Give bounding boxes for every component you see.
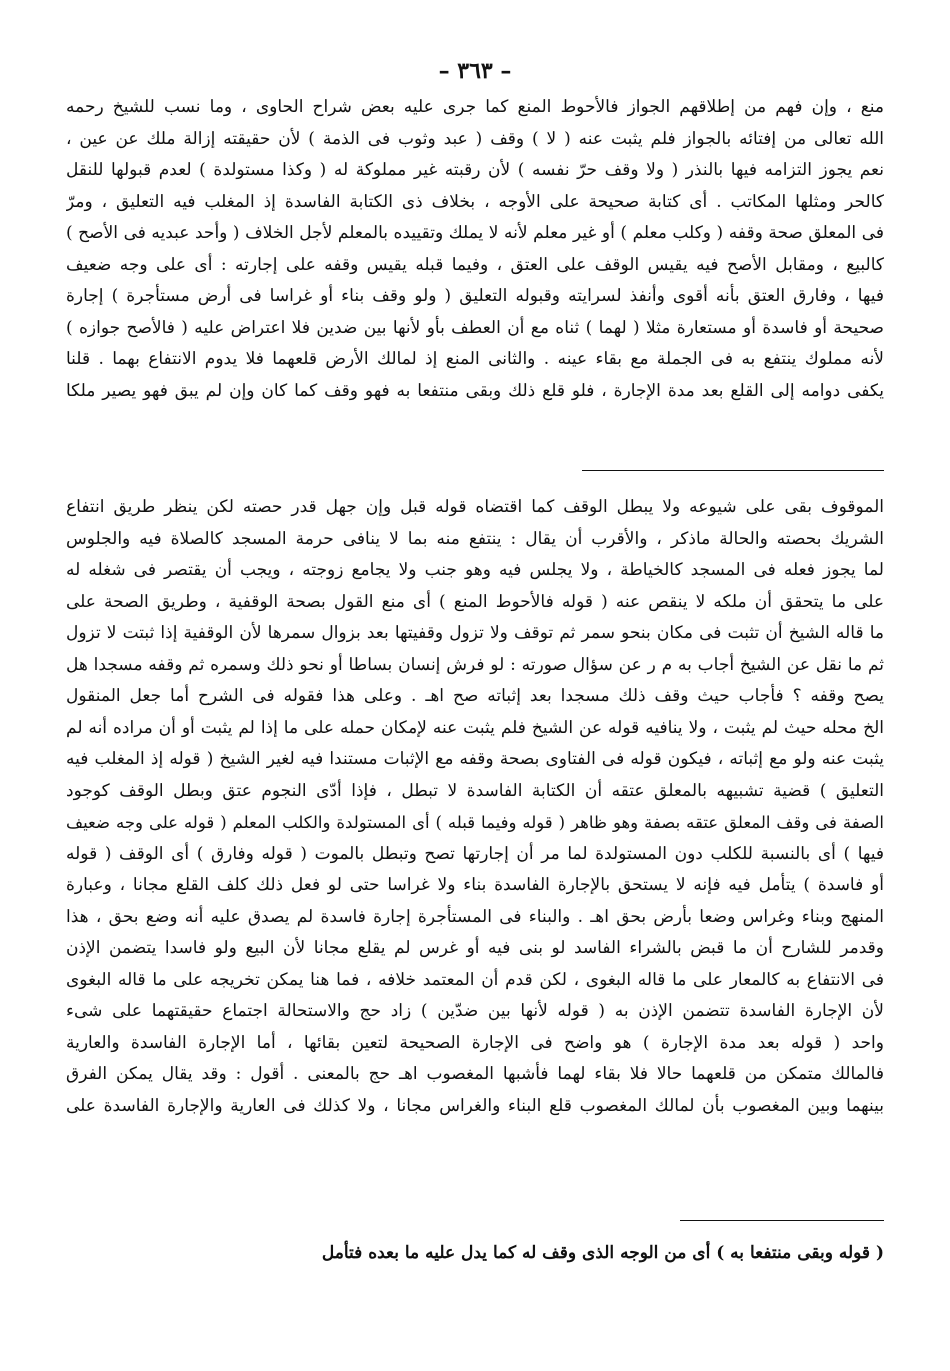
commentary-line: لأن الإجارة الفاسدة تتضمن الإذن به ( قوله لأنها بين ضدّين ) زاد حج والاستحالة اجتماع حقيقتهما على شىء — [66, 1001, 884, 1021]
main-text-line: فى المعلق صحة وقفه ( وكلب معلم ) أو غير معلم لأنه لا يملك وتقييده بالمعلم لأجل الخلاف ( وأحد عبديه فى الأصح ) — [66, 223, 884, 243]
commentary-line: ثم ما نقل عن الشيخ أجاب به م ر عن سؤال صورته : لو فرش إنسان بساطا أو نحو ذلك وسمره ثم وقفه مسجدا هل — [66, 654, 884, 675]
commentary-line: يصح وقفه ؟ فأجاب حيث وقف ذلك مسجدا بعد إثباته صح اهـ . وعلى هذا فقوله فى الشرح أما جعل المنقول — [66, 686, 884, 706]
commentary-line: وقدمر للشارح أن ما قبض بالشراء الفاسد لو بنى فيه أو غرس لم يقلع مجانا لأن البيع ولو فاسدا يتضمن الإذن — [66, 938, 884, 958]
commentary-line: الصفة فى وقف المعلق عتقه بصفة وهو ظاهر ( قوله وفيما قبله ) أى المستولدة والكلب المعلم ( قوله على وجه ضعيف — [66, 813, 884, 832]
main-text-line: الله تعالى من إفتائه بالجواز فلم يثبت عنه ( لا ) وقف ( عبد وثوب فى الذمة ) لأن حقيقته إزالة ملك عن عين ، — [66, 128, 884, 149]
commentary-line: فالمالك متمكن من قلعهما حالا فلا بقاء لهما فأشبها المغصوب اهـ حج بالمعنى . أقول : وقد يقال يمكن الفرق — [66, 1064, 884, 1084]
commentary-line: التعليق ) قضية تشبيهه بالمعلق عتقه أن الكتابة الفاسدة لا تبطل ، فإذا أدّى النجوم عتق وبطل الوقف كوجود — [66, 780, 884, 801]
commentary-line: لما يجوز فعله فى المسجد كالخياطة ، ولا يجلس فيه وهو جنب ولا يجامع زوجته ، ويجب أن يقتصر فى شغله له — [66, 560, 884, 580]
commentary-line: ما قاله الشيخ أن تثبت فى مكان بنحو سمر ثم توقف ولا تزول وقفيتها بعد بزوال سمرها لأن الوقفية إذا ثبتت لا تزول — [66, 623, 884, 643]
commentary-block — [66, 492, 884, 1122]
main-text-line: يكفى دوامه إلى القلع بعد مدة الإجارة ، فلو قلع ذلك وبقى منتفعا به فهو وقف كما كان وإن لم يبق فهو يصير ملكا — [66, 380, 884, 401]
commentary-line: المنهج وبناء وغراس وضعا بأرض بحق اهـ . والبناء فى المستأجرة إجارة فاسدة لم يصدق عليه أنه وضع بحق ، هذا — [66, 906, 884, 927]
commentary-line: فى الانتفاع به كالمعار على ما قاله البغوى ، لكن قدم أن المعتمد خلافه ، فما هنا يمكن تخريجه على ما قاله البغوى — [66, 969, 884, 990]
commentary-line: يثبت عنه ولو مع إثباته ، فيكون قوله فى الفتاوى بصحة وقفه مع الإثبات مستندا فيه لغير الشيخ ( قوله إذ المغلب فيه — [66, 749, 884, 769]
main-text-line: لأنه مملوك ينتفع به فى الجملة مع بقاء عينه . والثانى المنع إذ لمالك الأرض قلعهما فلا يدوم الانتفاع بهما . قلنا — [66, 349, 884, 369]
commentary-line: أو فاسدة ) يتأمل فيه فإنه لا يستحق بالإجارة الفاسدة بناء ولا غراسا حتى لو فعل ذلك كلف القلع مجانا ، وعبارة — [66, 875, 884, 895]
footnote-separator-rule — [680, 1220, 884, 1221]
commentary-line: الشريك بحصته والحالة ماذكر ، والأقرب أن يقال : ينتفع منه بما لا ينافى حرمة المسجد كالصلاة فيه والجلوس — [66, 528, 884, 549]
main-text-line: منع ، وإن فهم من إطلاقهم الجواز فالأحوط المنع كما جرى عليه بعض شراح الحاوى ، وما نسب للشيخ رحمه — [66, 97, 884, 117]
main-text-line: فيها ، وفارق العتق بأنه أقوى وأنفذ لسرايته وقبوله التعليق ( ولو وقف بناء أو غراسا فى أرض مستأجرة ) إجارة — [66, 286, 884, 306]
main-text-block — [66, 92, 884, 407]
page-number: – ٣٦٣ – — [438, 58, 512, 84]
main-text-line: كالبيع ، ومقابل الأصح فيه يقيس الوقف على العتق ، وفيما قبله يقيس وقفه على إجارته : أى على وجه ضعيف — [66, 254, 884, 275]
commentary-line: الخ محله حيث لم يثبت ، ولا ينافيه قوله عن الشيخ فلم يثبت عنه لإمكان حمله على ما إذا لم يثبت أو أن مراده أنه لم — [66, 717, 884, 738]
footnote-line: ( قوله وبقى منتفعا به ) أى من الوجه الذى وقف له كما يدل عليه ما بعده فتأمل — [321, 1243, 884, 1263]
commentary-line: الموقوف بقى على شيوعه ولا يبطل الوقف كما اقتضاه قوله قبل وإن جهل قدر حصته لكن ينظر طريق انتفاع — [66, 497, 884, 517]
commentary-line: بينهما وبين المغصوب بأن لمالك المغصوب قلع البناء والغراس مجانا ، ولا كذلك فى العارية والإجارة الفاسدة على — [66, 1095, 884, 1116]
commentary-line: فيها ) أى بالنسبة للكلب دون المستولدة لما مر أن إجارتها تصح وتبطل بالموت ( قوله وفارق ) أى الوقف ( قوله — [66, 843, 884, 864]
commentary-line: على ما يتحقق أن ملكه لا ينقص عنه ( قوله فالأحوط المنع ) أى منع القول بصحة الوقفية ، وطريق الصحة على — [66, 591, 884, 612]
main-text-line: صحيحة أو فاسدة أو مستعارة مثلا ( لهما ) ثناه مع أن العطف بأو لأنها بين ضدين فلا اعتراض عليه ( فالأصح جوازه ) — [66, 317, 884, 338]
footnote-block — [66, 1238, 884, 1270]
commentary-line: واحد ( قوله بعد مدة الإجارة ) هو واضح فى الإجارة الصحيحة لتعين بقائها ، أما الإجارة الفاسدة والعارية — [66, 1032, 884, 1053]
main-text-line: كالحر ومثلها المكاتب . أى كتابة صحيحة على الأوجه ، بخلاف ذى الكتابة الفاسدة إذ المغلب فيه التعليق ، ومرّ — [66, 191, 884, 212]
main-separator-rule — [582, 470, 884, 471]
main-text-line: نعم يجوز التزامه فيها بالنذر ( ولا وقف حرّ نفسه ) لأن رقبته غير مملوكة له ( وكذا مستولدة ) لعدم قبولها للنقل — [66, 160, 884, 180]
